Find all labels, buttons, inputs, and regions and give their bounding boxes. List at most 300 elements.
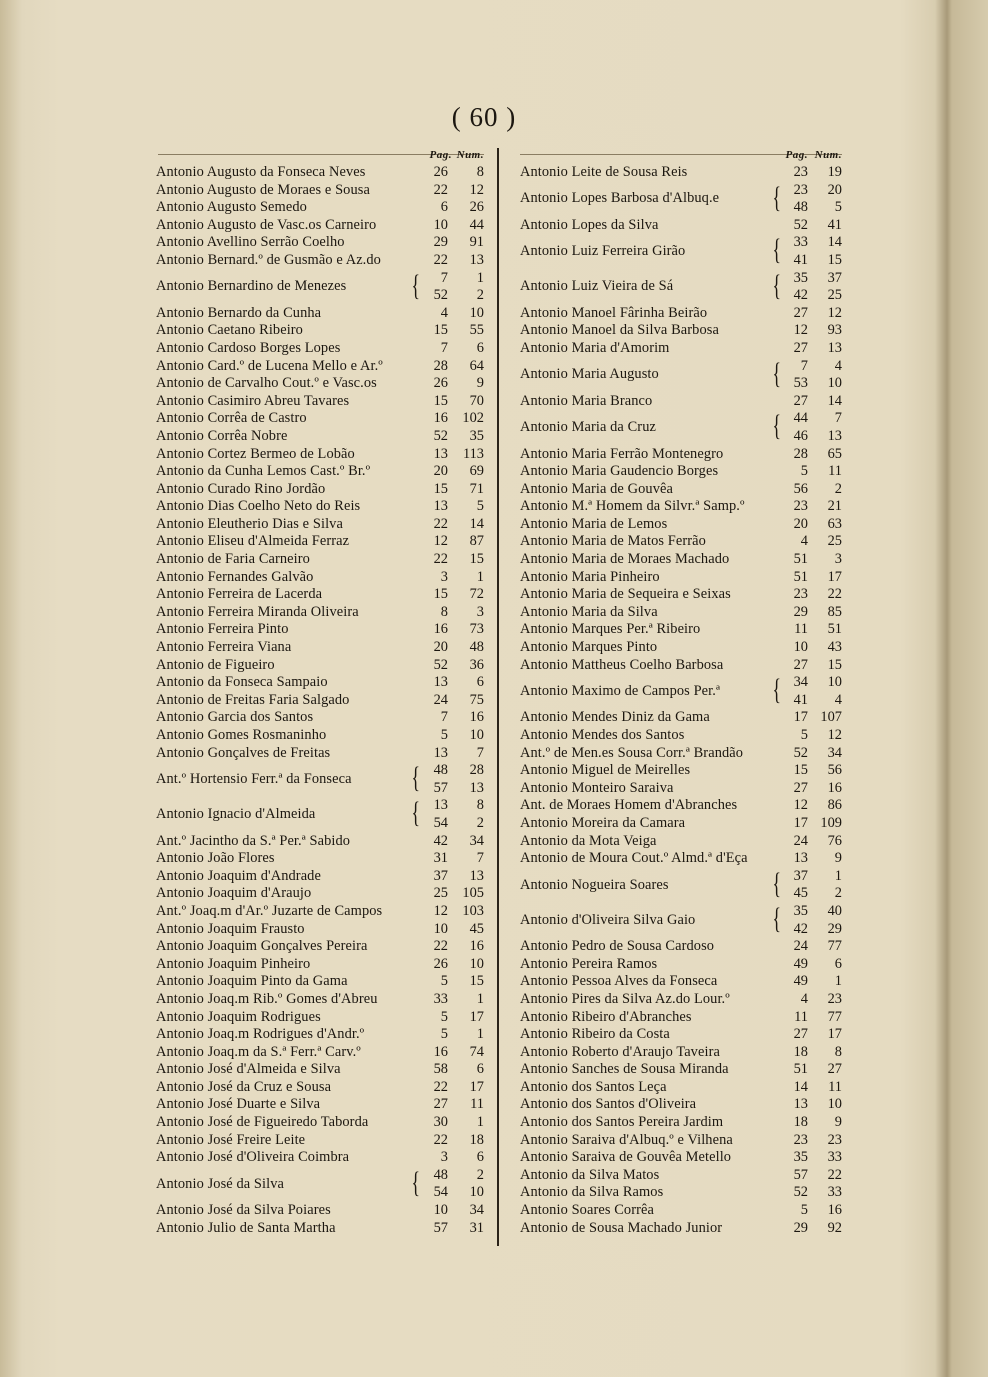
page-ref: 10 <box>793 639 808 656</box>
entry-name: Antonio de Sousa Machado Junior <box>520 1219 723 1236</box>
number-refs <box>808 745 842 763</box>
page-refs <box>421 1114 448 1132</box>
entry-name: Antonio Gomes Rosmaninho <box>156 727 327 743</box>
page-ref: 13 <box>793 850 808 867</box>
entry-name: Ant.º Joaq.m d'Ar.º Juzarte de Campos <box>156 902 383 919</box>
page-refs <box>421 938 448 956</box>
page-ref: 52 <box>433 287 448 304</box>
page-ref: 6 <box>440 199 448 216</box>
entry-name: Antonio Marques Per.ª Ribeiro <box>520 621 701 638</box>
index-entry <box>520 182 842 217</box>
index-entry <box>156 1132 484 1150</box>
number-refs <box>448 762 484 797</box>
page-ref: 30 <box>433 1114 448 1131</box>
entry-list-left <box>156 164 484 1237</box>
page-refs <box>782 463 808 481</box>
number-ref: 26 <box>469 199 484 216</box>
number-ref: 76 <box>827 832 842 849</box>
index-entry <box>520 709 842 727</box>
page-ref: 52 <box>793 744 808 761</box>
index-entry <box>156 569 484 587</box>
number-refs <box>448 516 484 534</box>
page-refs <box>421 305 448 323</box>
number-refs <box>448 410 484 428</box>
number-refs <box>448 393 484 411</box>
page-ref: 20 <box>433 639 448 656</box>
number-refs <box>808 446 842 464</box>
index-entry <box>520 305 842 323</box>
page-ref: 5 <box>800 1202 808 1219</box>
page-refs <box>421 199 448 217</box>
brace-mark: { <box>772 180 782 214</box>
number-ref: 9 <box>834 1114 842 1131</box>
number-refs <box>448 199 484 217</box>
index-entry <box>520 973 842 991</box>
number-ref: 2 <box>834 480 842 497</box>
entry-name: Antonio José Duarte e Silva <box>156 1096 321 1113</box>
page-ref: 8 <box>440 603 448 620</box>
entry-name: Antonio Maria Pinheiro <box>520 568 660 585</box>
number-ref: 10 <box>827 375 842 392</box>
number-refs <box>808 621 842 639</box>
number-ref: 93 <box>827 322 842 339</box>
index-entry <box>520 956 842 974</box>
number-ref: 7 <box>834 410 842 427</box>
page-ref: 23 <box>793 164 808 180</box>
entry-name: Antonio Maria de Moraes Machado <box>520 551 730 568</box>
pag-header: Pag. <box>429 149 452 161</box>
page-refs <box>782 340 808 358</box>
page-ref: 27 <box>433 1096 448 1113</box>
number-ref: 48 <box>469 639 484 656</box>
page-refs <box>782 850 808 868</box>
number-refs <box>448 674 484 692</box>
index-entry <box>156 410 484 428</box>
number-refs <box>808 481 842 499</box>
page-refs <box>421 868 448 886</box>
number-ref: 86 <box>827 797 842 814</box>
page-ref: 42 <box>433 832 448 849</box>
page-refs <box>782 393 808 411</box>
page-ref: 22 <box>433 251 448 268</box>
brace-mark: { <box>772 356 782 390</box>
index-entry <box>156 375 484 393</box>
page-ref: 34 <box>793 674 808 691</box>
number-ref: 34 <box>827 744 842 761</box>
entry-name: Antonio Augusto de Vasc.os Carneiro <box>156 216 377 233</box>
page-ref: 37 <box>793 867 808 884</box>
entry-name: Antonio Moreira da Camara <box>520 814 686 831</box>
page-refs <box>782 727 808 745</box>
entry-name: Antonio Joaquim Pinheiro <box>156 955 311 972</box>
entry-name: Antonio Maria de Gouvêa <box>520 480 673 497</box>
page-ref: 26 <box>433 955 448 972</box>
index-entry <box>520 727 842 745</box>
page-refs <box>421 182 448 200</box>
page-ref: 17 <box>793 814 808 831</box>
page-ref: 13 <box>433 498 448 515</box>
index-entry <box>520 674 842 709</box>
page-refs <box>421 674 448 692</box>
page-ref: 20 <box>793 515 808 532</box>
page-ref: 52 <box>433 656 448 673</box>
number-ref: 22 <box>827 586 842 603</box>
index-entry <box>156 340 484 358</box>
page-ref: 27 <box>793 1026 808 1043</box>
number-ref: 19 <box>827 164 842 180</box>
index-entry <box>520 639 842 657</box>
number-refs <box>448 533 484 551</box>
entry-name: Antonio Manoel Fârinha Beirão <box>520 304 708 321</box>
entry-name: Antonio Cortez Bermeo de Lobão <box>156 445 355 462</box>
index-entry <box>520 797 842 815</box>
number-refs <box>808 815 842 833</box>
index-entry <box>520 762 842 780</box>
index-entry <box>156 885 484 903</box>
page-ref: 28 <box>433 357 448 374</box>
entry-name: Antonio Bernardo da Cunha <box>156 304 322 321</box>
page-refs <box>782 410 808 445</box>
number-refs <box>808 780 842 798</box>
number-refs <box>448 727 484 745</box>
number-refs <box>448 1079 484 1097</box>
number-refs <box>808 956 842 974</box>
index-entry <box>156 762 484 797</box>
page-ref: 27 <box>793 779 808 796</box>
page-refs <box>782 1026 808 1044</box>
page-refs <box>782 270 808 305</box>
page-refs <box>421 446 448 464</box>
index-entry <box>520 234 842 269</box>
number-ref: 51 <box>827 621 842 638</box>
number-ref: 11 <box>828 1078 842 1095</box>
entry-name: Antonio Ignacio d'Almeida <box>156 806 316 823</box>
entry-name: Antonio M.ª Homem da Silvr.ª Samp.º <box>520 498 745 515</box>
number-refs <box>448 885 484 903</box>
entry-name: Antonio Joaquim Rodrigues <box>156 1008 321 1025</box>
number-refs <box>448 745 484 763</box>
page-ref: 52 <box>433 427 448 444</box>
number-refs <box>448 709 484 727</box>
entry-name: Antonio Card.º de Lucena Mello e Ar.º <box>156 357 383 374</box>
number-refs <box>448 850 484 868</box>
page-ref: 22 <box>433 181 448 198</box>
number-refs <box>808 657 842 675</box>
number-ref: 74 <box>469 1043 484 1060</box>
index-entry <box>520 1044 842 1062</box>
page-ref: 42 <box>793 920 808 937</box>
index-entry <box>156 586 484 604</box>
page-refs <box>782 1009 808 1027</box>
page-ref: 27 <box>793 304 808 321</box>
entry-name: Antonio Maria de Matos Ferrão <box>520 533 706 550</box>
number-refs <box>808 991 842 1009</box>
index-entry <box>520 868 842 903</box>
entry-name: Antonio Pereira Ramos <box>520 955 658 972</box>
number-refs <box>448 1114 484 1132</box>
page-refs <box>421 1202 448 1220</box>
number-refs <box>448 375 484 393</box>
index-entry <box>156 498 484 516</box>
number-ref: 9 <box>834 850 842 867</box>
page-ref: 3 <box>440 568 448 585</box>
index-entry <box>156 516 484 534</box>
index-entry <box>156 850 484 868</box>
page-refs <box>782 164 808 182</box>
entry-name: Antonio Pedro de Sousa Cardoso <box>520 938 715 955</box>
index-column-left <box>156 148 484 1237</box>
entry-name: Antonio de Freitas Faria Salgado <box>156 691 350 708</box>
page-refs <box>421 1132 448 1150</box>
page-ref: 15 <box>433 322 448 339</box>
index-entry <box>156 1044 484 1062</box>
page-ref: 22 <box>433 1078 448 1095</box>
page-ref: 17 <box>793 709 808 726</box>
page-ref: 10 <box>433 216 448 233</box>
number-ref: 1 <box>476 990 484 1007</box>
page-ref: 51 <box>793 551 808 568</box>
number-ref: 43 <box>827 639 842 656</box>
brace-mark: { <box>411 1165 421 1199</box>
page-refs <box>421 727 448 745</box>
entry-name: Antonio Luiz Vieira de Sá <box>520 278 674 295</box>
number-ref: 91 <box>469 234 484 251</box>
number-ref: 70 <box>469 392 484 409</box>
number-refs <box>808 1167 842 1185</box>
number-ref: 15 <box>827 656 842 673</box>
page-refs <box>421 358 448 376</box>
page-refs <box>421 639 448 657</box>
number-refs <box>808 727 842 745</box>
page-refs <box>782 1114 808 1132</box>
index-entry <box>520 586 842 604</box>
page-ref: 7 <box>440 269 448 286</box>
entry-name: Antonio Lopes da Silva <box>520 216 659 233</box>
number-ref: 11 <box>470 1096 484 1113</box>
index-entry <box>156 903 484 921</box>
number-refs <box>448 797 484 832</box>
number-refs <box>808 1061 842 1079</box>
entry-name: Antonio Marques Pinto <box>520 639 658 656</box>
index-entry <box>520 1114 842 1132</box>
entry-name: Antonio José d'Almeida e Silva <box>156 1061 341 1078</box>
number-refs <box>448 463 484 481</box>
page-refs <box>421 1220 448 1238</box>
index-entry <box>156 938 484 956</box>
page-refs <box>421 410 448 428</box>
index-entry <box>156 797 484 832</box>
number-refs <box>808 410 842 445</box>
number-refs <box>448 252 484 270</box>
index-entry <box>156 1096 484 1114</box>
entry-name: Antonio da Cunha Lemos Cast.º Br.º <box>156 463 371 480</box>
page-ref: 57 <box>433 1219 448 1236</box>
number-refs <box>448 991 484 1009</box>
number-refs <box>448 1096 484 1114</box>
entry-name: Antonio Saraiva de Gouvêa Metello <box>520 1149 732 1166</box>
number-refs <box>808 586 842 604</box>
number-refs <box>448 182 484 200</box>
number-ref: 36 <box>469 656 484 673</box>
page-ref: 24 <box>793 832 808 849</box>
number-ref: 25 <box>827 533 842 550</box>
column-divider <box>497 148 499 1246</box>
page-ref: 11 <box>794 621 808 638</box>
index-entry <box>520 393 842 411</box>
number-ref: 1 <box>834 973 842 990</box>
index-entry <box>156 1009 484 1027</box>
number-refs <box>448 305 484 323</box>
page-refs <box>782 1149 808 1167</box>
num-header: Num. <box>814 149 842 161</box>
index-entry <box>156 393 484 411</box>
entry-name: Antonio José d'Oliveira Coimbra <box>156 1149 350 1166</box>
number-ref: 16 <box>469 709 484 726</box>
number-ref: 55 <box>469 322 484 339</box>
entry-name: Antonio de Carvalho Cout.º e Vasc.os <box>156 375 377 392</box>
brace-mark: { <box>772 268 782 302</box>
number-ref: 63 <box>827 515 842 532</box>
page-ref: 24 <box>433 691 448 708</box>
page-ref: 15 <box>433 392 448 409</box>
page-ref: 5 <box>440 1008 448 1025</box>
number-ref: 105 <box>462 885 484 902</box>
number-refs <box>808 797 842 815</box>
entry-name: Antonio Joaquim Gonçalves Pereira <box>156 938 368 955</box>
index-entry <box>520 516 842 534</box>
entry-name: Antonio Augusto da Fonseca Neves <box>156 164 366 180</box>
page-ref: 12 <box>433 533 448 550</box>
number-refs <box>448 639 484 657</box>
page-ref: 5 <box>440 973 448 990</box>
number-ref: 4 <box>834 691 842 708</box>
number-ref: 34 <box>469 1202 484 1219</box>
page-ref: 13 <box>433 797 448 814</box>
index-entry <box>156 322 484 340</box>
number-ref: 75 <box>469 691 484 708</box>
number-refs <box>808 762 842 780</box>
index-entry <box>520 657 842 675</box>
page-ref: 10 <box>433 1202 448 1219</box>
entry-name: Antonio de Figueiro <box>156 656 275 673</box>
number-refs <box>448 1026 484 1044</box>
page-ref: 18 <box>793 1043 808 1060</box>
index-entry <box>156 1079 484 1097</box>
entry-name: Antonio Roberto d'Araujo Taveira <box>520 1043 720 1060</box>
number-ref: 56 <box>827 762 842 779</box>
page-ref: 23 <box>793 586 808 603</box>
page-ref: 13 <box>433 744 448 761</box>
page-ref: 56 <box>793 480 808 497</box>
index-entry <box>156 446 484 464</box>
entry-name: Antonio Ferreira de Lacerda <box>156 586 323 603</box>
page-ref: 22 <box>433 515 448 532</box>
page-refs <box>421 516 448 534</box>
number-ref: 9 <box>476 375 484 392</box>
index-entry <box>156 727 484 745</box>
page-ref: 26 <box>433 375 448 392</box>
page-refs <box>421 1044 448 1062</box>
entry-name: Antonio Joaquim Frausto <box>156 920 305 937</box>
index-entry <box>156 639 484 657</box>
number-ref: 2 <box>476 814 484 831</box>
index-entry <box>520 164 842 182</box>
entry-name: Antonio da Mota Veiga <box>520 832 657 849</box>
index-entry <box>520 1220 842 1238</box>
number-refs <box>808 674 842 709</box>
entry-name: Antonio dos Santos Pereira Jardim <box>520 1114 724 1131</box>
page-ref: 48 <box>433 762 448 779</box>
index-entry <box>520 569 842 587</box>
page-refs <box>782 956 808 974</box>
number-ref: 12 <box>827 727 842 743</box>
index-entry <box>156 199 484 217</box>
brace-mark: { <box>772 673 782 707</box>
number-ref: 77 <box>827 938 842 955</box>
entry-name: Antonio José da Silva Poiares <box>156 1202 331 1219</box>
number-ref: 64 <box>469 357 484 374</box>
entry-name: Antonio Augusto Semedo <box>156 199 307 216</box>
page-ref: 13 <box>793 1096 808 1113</box>
number-refs <box>808 1009 842 1027</box>
number-ref: 73 <box>469 621 484 638</box>
entry-name: Antonio Joaquim d'Andrade <box>156 867 321 884</box>
page-refs <box>421 270 448 305</box>
index-entry <box>156 252 484 270</box>
entry-name: Antonio Miguel de Meirelles <box>520 762 691 779</box>
number-ref: 37 <box>827 269 842 286</box>
entry-name: Antonio Sanches de Sousa Miranda <box>520 1061 729 1078</box>
number-ref: 69 <box>469 463 484 480</box>
page-ref: 24 <box>793 938 808 955</box>
entry-name: Antonio Luiz Ferreira Girão <box>520 243 686 260</box>
page-refs <box>782 745 808 763</box>
number-refs <box>808 1202 842 1220</box>
page-ref: 57 <box>433 779 448 796</box>
page-refs <box>782 305 808 323</box>
page-ref: 23 <box>793 181 808 198</box>
page-ref: 54 <box>433 1184 448 1201</box>
page-refs <box>421 621 448 639</box>
page-ref: 4 <box>800 990 808 1007</box>
index-entry <box>156 217 484 235</box>
index-entry <box>156 868 484 886</box>
entry-name: Antonio Mendes dos Santos <box>520 727 685 743</box>
number-refs <box>448 428 484 446</box>
entry-name: Antonio d'Oliveira Silva Gaio <box>520 911 696 928</box>
number-ref: 8 <box>476 164 484 180</box>
entry-name: Antonio Cardoso Borges Lopes <box>156 339 341 356</box>
entry-name: Antonio José Freire Leite <box>156 1131 306 1148</box>
entry-name: Ant. de Moraes Homem d'Abranches <box>520 797 738 814</box>
entry-name: Antonio Pessoa Alves da Fonseca <box>520 973 718 990</box>
number-ref: 15 <box>469 551 484 568</box>
page-refs <box>421 164 448 182</box>
index-entry <box>156 551 484 569</box>
number-refs <box>808 1079 842 1097</box>
index-entry <box>520 1202 842 1220</box>
page-refs <box>782 1184 808 1202</box>
page-refs <box>782 1167 808 1185</box>
page-refs <box>421 692 448 710</box>
index-entry <box>156 305 484 323</box>
number-ref: 1 <box>476 1026 484 1043</box>
number-refs <box>448 833 484 851</box>
index-entry <box>156 1220 484 1238</box>
page-refs <box>782 991 808 1009</box>
number-refs <box>448 692 484 710</box>
number-refs <box>808 1114 842 1132</box>
